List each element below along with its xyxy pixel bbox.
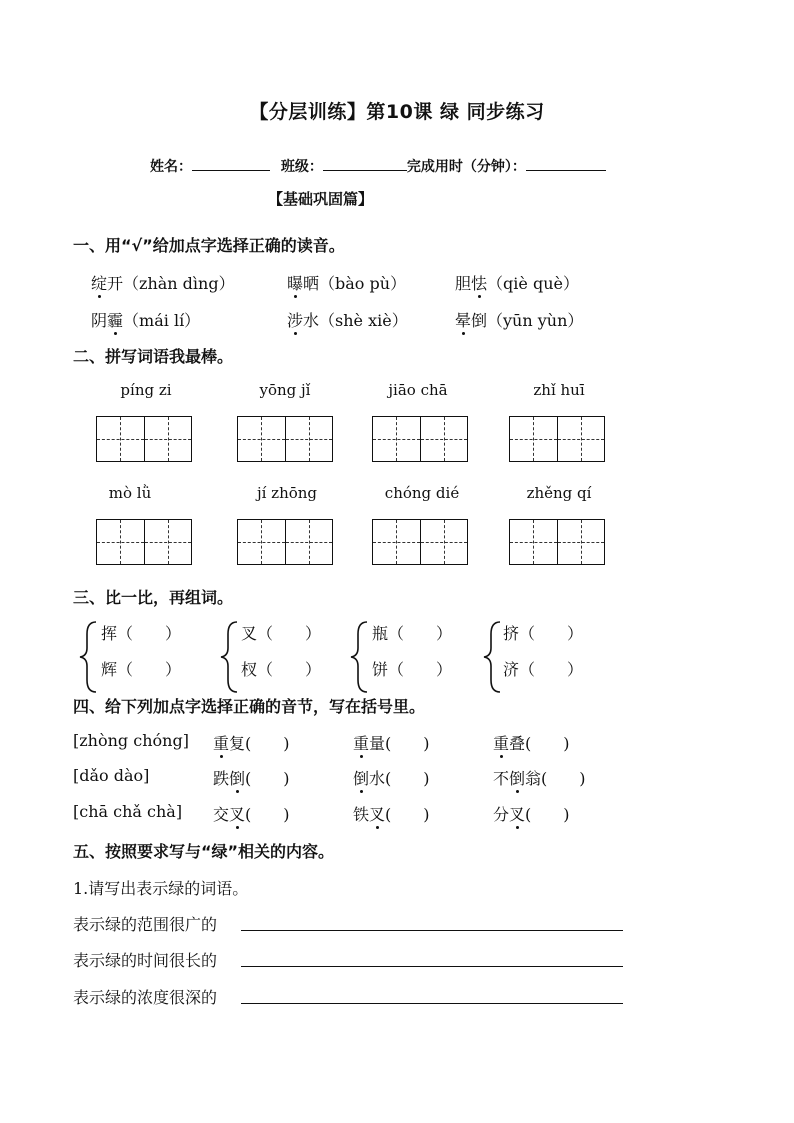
writing-grid[interactable] [96, 416, 192, 462]
choice-item: 阴霾（mái lí） [91, 311, 201, 330]
syllable-word: 分叉( ) [493, 805, 570, 824]
brace-icon [349, 620, 373, 694]
time-label: 完成用时（分钟）： [406, 159, 526, 175]
student-info-line [150, 156, 606, 176]
syllable-options: [chā chǎ chà] [73, 802, 183, 821]
syllable-options: [dǎo dào] [73, 766, 150, 785]
pinyin-label: zhǐ huī [533, 381, 585, 399]
answer-line[interactable] [241, 966, 623, 967]
writing-grid[interactable] [237, 416, 333, 462]
answer-prompt: 表示绿的浓度很深的 [73, 988, 218, 1007]
syllable-word: 不倒翁( ) [493, 769, 586, 788]
answer-line[interactable] [241, 1003, 623, 1004]
brace-icon [219, 620, 243, 694]
choice-item: 晕倒（yūn yùn） [455, 311, 584, 330]
compare-word: 挤（ ） [503, 624, 584, 643]
writing-grid[interactable] [237, 519, 333, 565]
brace-icon [78, 620, 102, 694]
choice-item: 曝晒（bào pù） [287, 274, 407, 293]
pinyin-label: zhěng qí [526, 484, 592, 502]
compare-word: 济（ ） [503, 660, 584, 679]
answer-line[interactable] [241, 930, 623, 931]
writing-grid[interactable] [372, 416, 468, 462]
syllable-word: 铁叉( ) [353, 805, 430, 824]
question-1: 1.请写出表示绿的词语。 [73, 879, 249, 898]
syllable-word: 重复( ) [213, 734, 290, 753]
section5-heading: 五、按照要求写与“绿”相关的内容。 [73, 842, 335, 861]
syllable-word: 交叉( ) [213, 805, 290, 824]
class-label: 班级： [280, 159, 323, 175]
pinyin-label: jiāo chā [388, 381, 448, 399]
writing-grid[interactable] [509, 519, 605, 565]
section1-heading: 一、用“√”给加点字选择正确的读音。 [73, 236, 345, 255]
name-blank[interactable] [192, 158, 270, 171]
pinyin-label: chóng dié [384, 484, 460, 502]
pinyin-label: jí zhōng [256, 484, 318, 502]
section2-heading: 二、拼写词语我最棒。 [73, 347, 234, 366]
syllable-word: 重叠( ) [493, 734, 570, 753]
pinyin-label: píng zi [120, 381, 172, 399]
syllable-word: 跌倒( ) [213, 769, 290, 788]
writing-grid[interactable] [372, 519, 468, 565]
writing-grid[interactable] [96, 519, 192, 565]
choice-item: 涉水（shè xiè） [287, 311, 408, 330]
section-subtitle: 【基础巩固篇】 [268, 190, 374, 208]
syllable-options: [zhòng chóng] [73, 731, 189, 750]
pinyin-label: yōng jǐ [259, 381, 311, 399]
compare-word: 饼（ ） [372, 660, 453, 679]
answer-prompt: 表示绿的范围很广的 [73, 915, 218, 934]
syllable-word: 倒水( ) [353, 769, 430, 788]
pinyin-label: mò lǜ [108, 484, 152, 502]
page-title: 【分层训练】第10课 绿 同步练习 [249, 101, 545, 123]
compare-word: 挥（ ） [101, 624, 182, 643]
time-blank[interactable] [526, 158, 606, 171]
choice-item: 胆怯（qiè què） [455, 274, 579, 293]
syllable-word: 重量( ) [353, 734, 430, 753]
name-label: 姓名： [150, 159, 192, 175]
choice-item: 绽开（zhàn dìng） [91, 274, 235, 293]
class-blank[interactable] [323, 158, 407, 171]
compare-word: 辉（ ） [101, 660, 182, 679]
compare-word: 叉（ ） [241, 624, 322, 643]
compare-word: 瓶（ ） [372, 624, 453, 643]
answer-prompt: 表示绿的时间很长的 [73, 951, 218, 970]
writing-grid[interactable] [509, 416, 605, 462]
section4-heading: 四、给下列加点字选择正确的音节，写在括号里。 [73, 697, 426, 716]
section3-heading: 三、比一比，再组词。 [73, 588, 234, 607]
compare-word: 杈（ ） [241, 660, 322, 679]
